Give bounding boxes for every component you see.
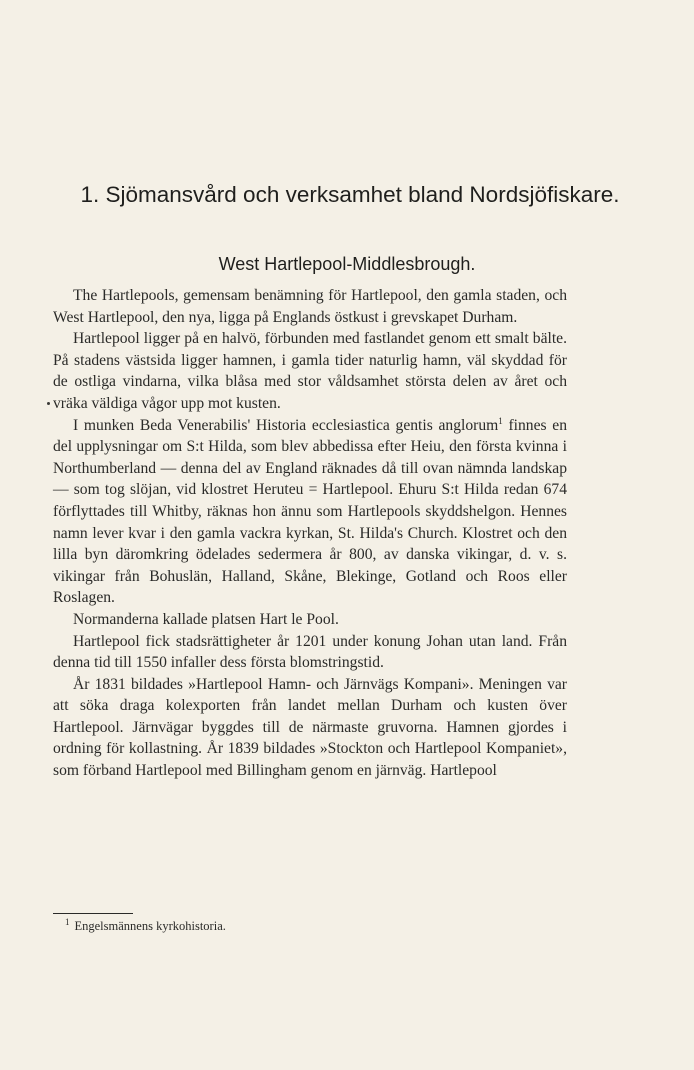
paragraph-peninsula: Hartlepool ligger på en halvö, förbunden med fastlandet genom ett smalt bälte. På stadens västsida ligger hamnen, i gamla tider naturlig hamn, väl skyddad för de ostliga vindarna, vilka blåsa med stor våldsamhet största delen av året och vräka väldiga vågor upp mot kusten.: [53, 330, 567, 412]
footnote-number: 1: [65, 916, 70, 927]
footnote-reference: 1: [498, 415, 503, 426]
paragraph-town-rights: Hartlepool fick stadsrättigheter år 1201 under konung Johan utan land. Från denna tid till 1550 infaller dess första blomstringstid.: [53, 632, 567, 672]
paragraph-hartlepools: The Hartlepools, gemensam benämning för Hartlepool, den gamla staden, och West Hartlepool, den nya, ligga på Englands östkust i grevskapet Durham.: [53, 287, 567, 326]
paragraph-st-hilda: [53, 415, 567, 609]
section-subtitle: West Hartlepool-Middlesbrough.: [218, 254, 476, 274]
paragraph-st-hilda-text-a: I munken Beda Venerabilis' Historia ecclesiastica gentis anglorum: [73, 416, 499, 434]
footnote: [65, 917, 565, 935]
chapter-title: 1. Sjömansvård och verksamhet bland Nordsjöfiskare.: [80, 182, 620, 207]
footnote-divider: [53, 913, 133, 914]
margin-mark: [47, 402, 50, 405]
paragraph-st-hilda-text-b: finnes en del upplysningar om S:t Hilda, som blev abbedissa efter Heiu, den första kvinna i Northumberland — denna del av England räknades då till ovan nämnda landskap — som tog slöjan, vid klostret Heruteu = Hartlepool. Ehuru S:t Hilda redan 674 förflyttades till Whitby, räknas hon ännu som Hartlepools skyddshelgon. Hennes namn lever kvar i den gamla vackra kyrkan, St. Hilda's Church. Klostret och den lilla byn däromkring ödelades sedermera år 800, av danska vikingar, d. v. s. vikingar från Bohuslän, Halland, Skåne, Blekinge, Gotland och Roos eller Roslagen.: [53, 416, 568, 607]
paragraph-1831-company: År 1831 bildades »Hartlepool Hamn- och Järnvägs Kompani». Meningen var att söka draga kolexporten från landet mellan Durham och kusten över Hartlepool. Järnvägar byggdes till de närmaste gruvorna. Hamnen gjordes i ordning för kollastning. År 1839 bildades »Stockton och Hartlepool Kompaniet», som förband Hartlepool med Billingham genom en järnväg. Hartlepool: [53, 675, 567, 780]
body-text: [53, 285, 567, 782]
footnote-text: Engelsmännens kyrkohistoria.: [74, 919, 226, 933]
paragraph-normans: Normanderna kallade platsen Hart le Pool.: [73, 610, 339, 628]
